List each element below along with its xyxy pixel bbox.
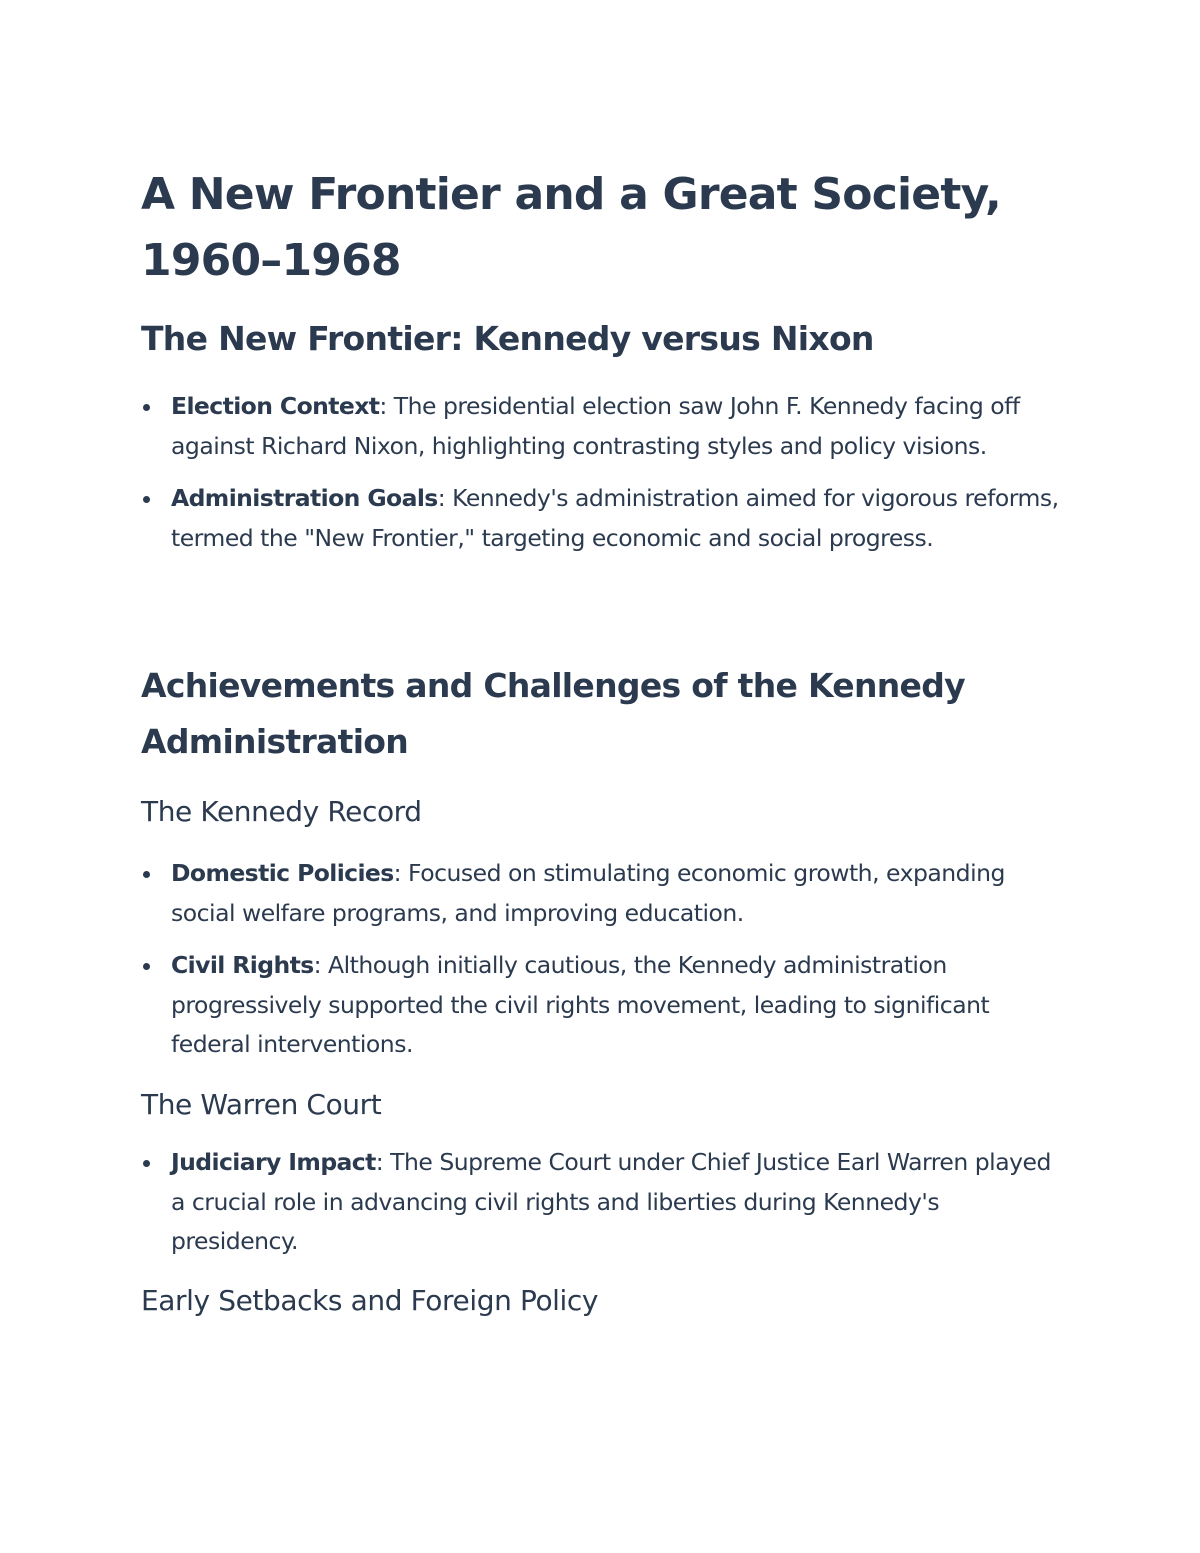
section-heading-achievements: Achievements and Challenges of the Kennedy Administration xyxy=(141,666,965,761)
bullet-term: Domestic Policies xyxy=(171,859,394,887)
bullet-text: : Focused on stimulating economic growth, expanding social welfare programs, and improving education. xyxy=(171,859,1005,927)
subsection-heading-early-setbacks: Early Setbacks and Foreign Policy xyxy=(141,1284,599,1317)
list-item xyxy=(141,1143,1071,1262)
bullet-icon xyxy=(143,871,150,878)
document-title: A New Frontier and a Great Society, 1960–1968 xyxy=(141,169,1001,286)
subsection-heading-warren-court: The Warren Court xyxy=(141,1088,382,1121)
list-item xyxy=(141,854,1071,933)
bullet-term: Civil Rights xyxy=(171,951,314,979)
bullet-text: : The Supreme Court under Chief Justice Earl Warren played a crucial role in advancing civil rights and liberties during Kennedy's presidency. xyxy=(171,1148,1051,1255)
list-item xyxy=(141,479,1071,558)
bullet-list-kennedy-record xyxy=(141,854,1071,1065)
bullet-icon xyxy=(143,404,150,411)
list-item xyxy=(141,946,1071,1065)
bullet-term: Election Context xyxy=(171,392,380,420)
bullet-text: : Kennedy's administration aimed for vigorous reforms, termed the "New Frontier," targeting economic and social progress. xyxy=(171,484,1059,552)
section-heading-new-frontier: The New Frontier: Kennedy versus Nixon xyxy=(141,319,874,358)
bullet-text: : The presidential election saw John F. Kennedy facing off against Richard Nixon, highlighting contrasting styles and policy visions. xyxy=(171,392,1020,460)
bullet-list-warren-court xyxy=(141,1143,1071,1262)
bullet-icon xyxy=(143,496,150,503)
bullet-text: : Although initially cautious, the Kennedy administration progressively supported the civil rights movement, leading to significant federal interventions. xyxy=(171,951,990,1058)
bullet-icon xyxy=(143,1160,150,1167)
list-item xyxy=(141,387,1071,466)
bullet-term: Administration Goals xyxy=(171,484,438,512)
bullet-list-new-frontier xyxy=(141,387,1071,558)
bullet-icon xyxy=(143,963,150,970)
bullet-term: Judiciary Impact xyxy=(171,1148,376,1176)
subsection-heading-kennedy-record: The Kennedy Record xyxy=(141,795,422,828)
